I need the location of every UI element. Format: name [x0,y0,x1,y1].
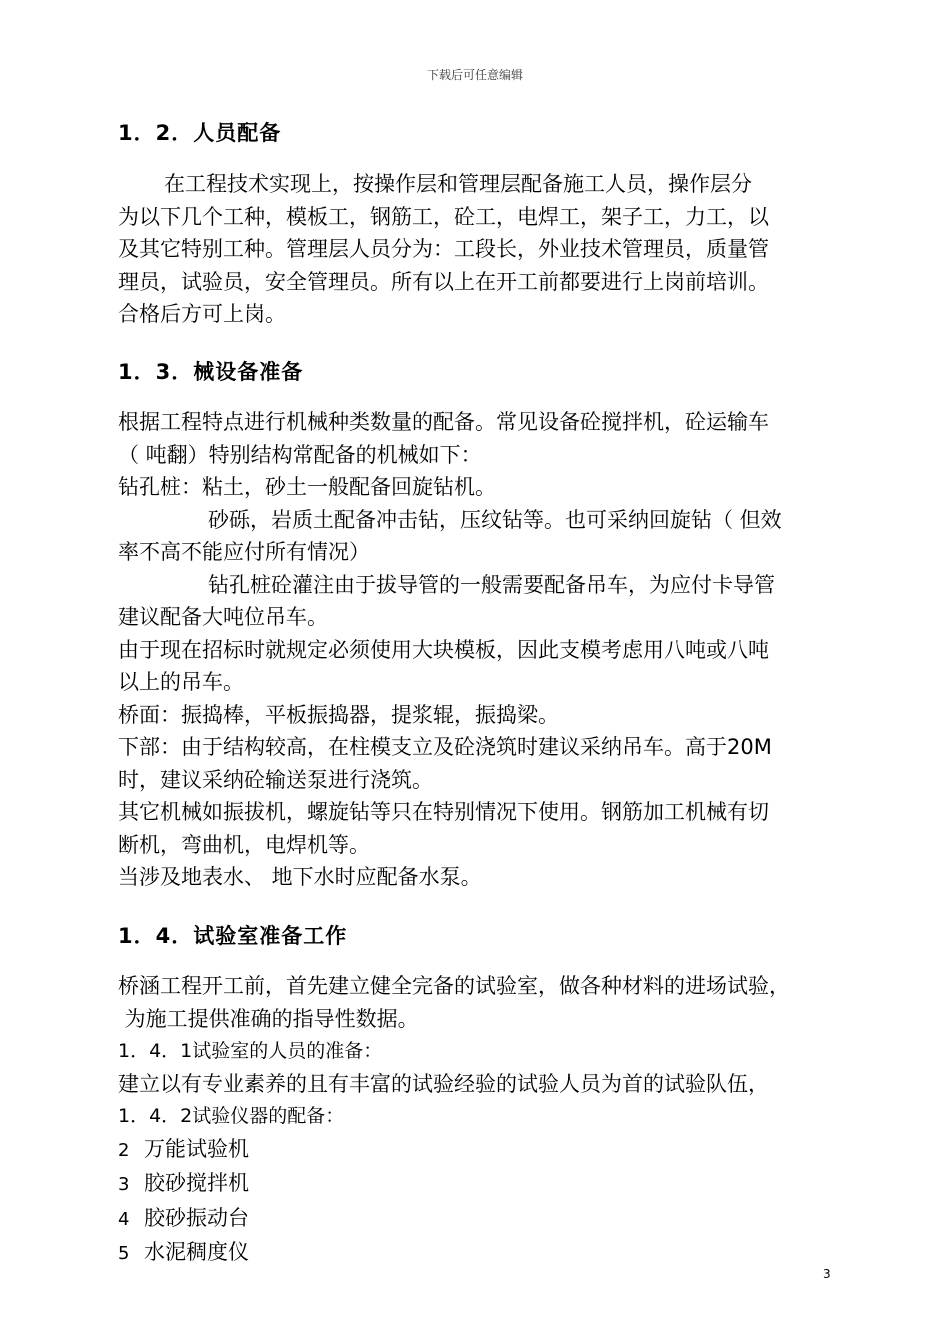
list-item-text: 万能试验机 [144,1136,249,1161]
page-number: 3 [823,1267,831,1281]
paragraph-line: 时，建议采纳砼输送泵进行浇筑。 [118,767,433,792]
paragraph-line: 在工程技术实现上，按操作层和管理层配备施工人员，操作层分 [164,172,752,196]
list-item-text: 胶砂搅拌机 [144,1171,249,1195]
paragraph-line: 钻孔桩：粘土，砂土一般配备回旋钻机。 [118,475,496,499]
equipment-list [118,1133,838,1271]
subsection-heading: 1．4．1试验室的人员的准备： [118,1040,383,1062]
paragraph-line: 建立以有专业素养的且有丰富的试验经验的试验人员为首的试验队伍， [118,1071,769,1096]
paragraph-line: 砂砾，岩质土配备冲击钻，压纹钻等。也可采纳回旋钻（ 但效 [208,507,782,532]
paragraph-line: （ 吨翻）特别结构常配备的机械如下： [118,442,482,467]
paragraph-line: 其它机械如振拔机，螺旋钻等只在特别情况下使用。钢筋加工机械有切 [118,800,769,824]
paragraph-line: 由于现在招标时就规定必须使用大块模板，因此支模考虑用八吨或八吨 [118,637,769,662]
list-item-text: 胶砂振动台 [144,1205,249,1230]
paragraph-line: 当涉及地表水、 地下水时应配备水泵。 [118,865,482,889]
paragraph-line: 断机，弯曲机，电焊机等。 [118,832,370,857]
paragraph-line: 桥涵工程开工前，首先建立健全完备的试验室，做各种材料的进场试验， [118,974,790,998]
paragraph-line: 下部：由于结构较高，在柱模支立及砼浇筑时建议采纳吊车。高于20M [118,735,772,759]
section-body-1-3 [118,406,838,894]
list-item-number: 4 [118,1208,130,1230]
section-heading-1-3: 1．3．械设备准备 [118,360,304,384]
list-item [118,1236,838,1271]
list-item [118,1133,838,1168]
paragraph-line: 以上的吊车。 [118,670,244,694]
list-item [118,1167,838,1202]
paragraph-line: 理员，试验员，安全管理员。所有以上在开工前都要进行上岗前培训。 [118,269,769,294]
list-item-text: 水泥稠度仪 [144,1240,249,1264]
paragraph-line: 为施工提供准确的指导性数据。 [118,1006,419,1031]
paragraph-line: 桥面：振捣棒，平板振捣器，提浆辊，振捣梁。 [118,702,559,727]
paragraph-line: 合格后方可上岗。 [118,302,286,326]
list-item [118,1202,838,1237]
list-item-number: 3 [118,1174,130,1195]
section-body-1-4 [118,970,838,1271]
section-heading-1-4: 1．4．试验室准备工作 [118,924,348,948]
section-heading-1-2: 1．2．人员配备 [118,121,282,145]
subsection-heading: 1．4．2试验仪器的配备： [118,1105,345,1127]
list-item-number: 2 [118,1139,130,1161]
paragraph-line: 及其它特别工种。管理层人员分为：工段长，外业技术管理员，质量管 [118,237,769,261]
section-body-1-2 [118,168,838,331]
paragraph-line: 为以下几个工种，模板工，钢筋工，砼工，电焊工，架子工，力工，以 [118,204,769,229]
paragraph-line: 根据工程特点进行机械种类数量的配备。常见设备砼搅拌机，砼运输车 [118,410,769,434]
paragraph-line: 钻孔桩砼灌注由于拔导管的一般需要配备吊车，为应付卡导管 [208,572,775,597]
paragraph-line: 率不高不能应付所有情况） [118,540,370,564]
page-header: 下载后可任意编辑 [426,68,523,82]
paragraph-line: 建议配备大吨位吊车。 [118,605,328,629]
list-item-number: 5 [118,1243,130,1264]
